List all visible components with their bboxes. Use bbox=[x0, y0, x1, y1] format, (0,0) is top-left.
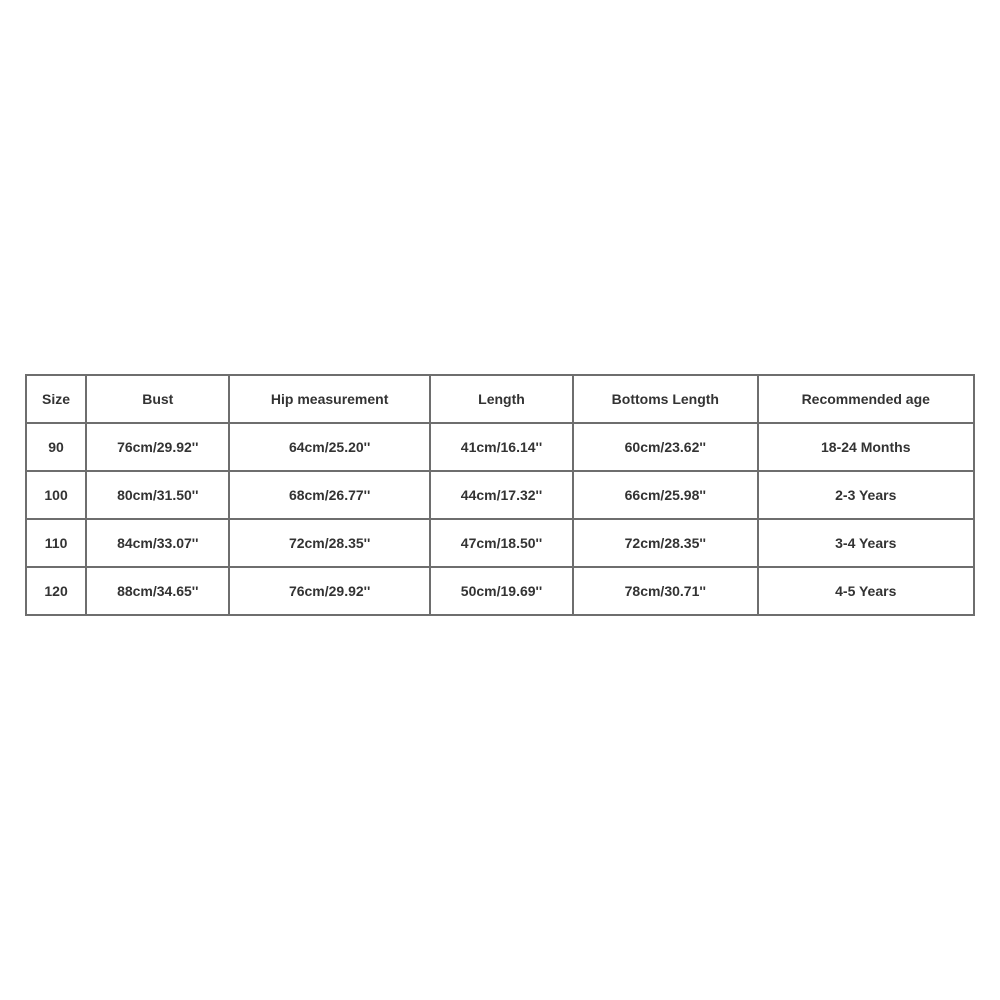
table-cell: 72cm/28.35'' bbox=[229, 519, 429, 567]
table-row bbox=[26, 423, 974, 471]
header-cell-hip: Hip measurement bbox=[229, 375, 429, 423]
header-row bbox=[26, 375, 974, 423]
table-cell: 76cm/29.92'' bbox=[86, 423, 229, 471]
table-cell: 72cm/28.35'' bbox=[573, 519, 757, 567]
table-cell: 50cm/19.69'' bbox=[430, 567, 573, 615]
table-cell: 4-5 Years bbox=[758, 567, 974, 615]
table-row bbox=[26, 471, 974, 519]
table-cell: 18-24 Months bbox=[758, 423, 974, 471]
header-cell-size: Size bbox=[26, 375, 86, 423]
table-row bbox=[26, 519, 974, 567]
table-cell: 110 bbox=[26, 519, 86, 567]
header-cell-length: Length bbox=[430, 375, 573, 423]
table-cell: 3-4 Years bbox=[758, 519, 974, 567]
header-cell-bottoms-length: Bottoms Length bbox=[573, 375, 757, 423]
table-row bbox=[26, 567, 974, 615]
table-cell: 88cm/34.65'' bbox=[86, 567, 229, 615]
table-cell: 76cm/29.92'' bbox=[229, 567, 429, 615]
table-cell: 41cm/16.14'' bbox=[430, 423, 573, 471]
table-cell: 78cm/30.71'' bbox=[573, 567, 757, 615]
table-cell: 60cm/23.62'' bbox=[573, 423, 757, 471]
table-cell: 2-3 Years bbox=[758, 471, 974, 519]
table-cell: 84cm/33.07'' bbox=[86, 519, 229, 567]
table-cell: 66cm/25.98'' bbox=[573, 471, 757, 519]
table-cell: 120 bbox=[26, 567, 86, 615]
table-cell: 64cm/25.20'' bbox=[229, 423, 429, 471]
table-cell: 44cm/17.32'' bbox=[430, 471, 573, 519]
table-cell: 100 bbox=[26, 471, 86, 519]
size-chart-table bbox=[25, 374, 975, 616]
table-cell: 47cm/18.50'' bbox=[430, 519, 573, 567]
table-cell: 68cm/26.77'' bbox=[229, 471, 429, 519]
header-cell-recommended-age: Recommended age bbox=[758, 375, 974, 423]
table-cell: 80cm/31.50'' bbox=[86, 471, 229, 519]
header-cell-bust: Bust bbox=[86, 375, 229, 423]
table-cell: 90 bbox=[26, 423, 86, 471]
